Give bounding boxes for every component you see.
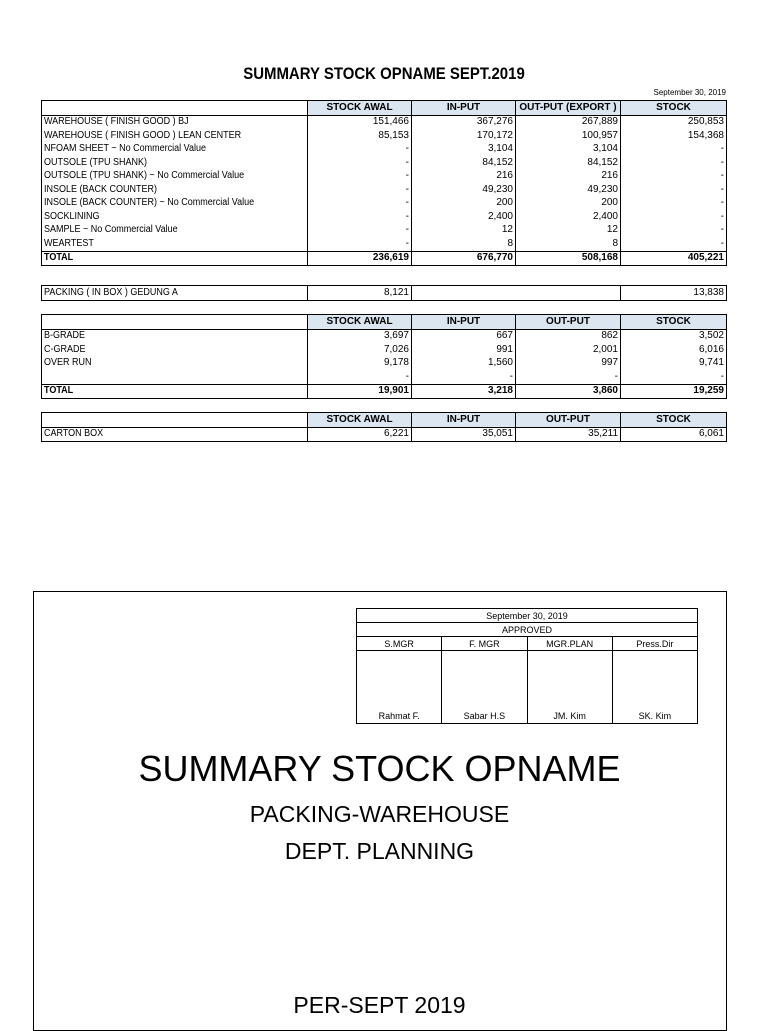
cover-subtitle-division: DEPT. PLANNING	[284, 838, 475, 864]
cell-in-put: 170,172	[412, 129, 516, 143]
cell-stock-awal: 3,697	[308, 329, 412, 343]
cell-out-put: 35,211	[516, 427, 621, 442]
cell-in-put: 3,104	[412, 143, 516, 157]
cell-item-label: CARTON BOX	[42, 427, 308, 442]
cell-stock: -	[621, 170, 727, 184]
cell-out-put: 508,168	[516, 251, 621, 266]
cell-in-put: 2,400	[412, 210, 516, 224]
approval-date: September 30, 2019	[357, 609, 698, 623]
table-row	[42, 170, 727, 184]
cell-item-label: WAREHOUSE ( FINISH GOOD ) LEAN CENTER	[42, 129, 308, 143]
signer-pressdir: SK. Kim	[612, 651, 697, 724]
packing-empty	[412, 286, 621, 301]
cell-item-label: WAREHOUSE ( FINISH GOOD ) BJ	[42, 115, 308, 129]
packing-stock: 13,838	[621, 286, 727, 301]
cell-stock-awal: -	[308, 156, 412, 170]
header-stock-awal: STOCK AWAL	[308, 315, 412, 330]
cover-period: PER-SEPT 2019	[293, 992, 466, 1018]
cell-out-put: 8	[516, 237, 621, 251]
cell-stock: 154,368	[621, 129, 727, 143]
table-row	[42, 183, 727, 197]
document-date: September 30, 2019	[653, 88, 726, 97]
header-stock: STOCK	[621, 315, 727, 330]
cell-item-label: INSOLE (BACK COUNTER)	[42, 183, 308, 197]
cell-stock: -	[621, 143, 727, 157]
cell-stock-awal: -	[308, 183, 412, 197]
header-stock-awal: STOCK AWAL	[308, 413, 412, 428]
cell-item-label: SAMPLE ~ No Commercial Value	[42, 224, 308, 238]
cell-in-put: 35,051	[412, 427, 516, 442]
total-row	[42, 384, 727, 399]
approved-label: APPROVED	[357, 623, 698, 637]
table-row	[42, 129, 727, 143]
cell-out-put: 12	[516, 224, 621, 238]
cell-in-put: 8	[412, 237, 516, 251]
cell-in-put: 367,276	[412, 115, 516, 129]
cover-subtitle-department: PACKING-WAREHOUSE	[249, 801, 510, 827]
cell-stock: -	[621, 156, 727, 170]
cell-item-label: B-GRADE	[42, 329, 308, 343]
table-row	[42, 224, 727, 238]
cell-item-label: C-GRADE	[42, 343, 308, 357]
packing-stock-awal: 8,121	[308, 286, 412, 301]
signer-fmgr: Sabar H.S	[442, 651, 527, 724]
table-row	[42, 197, 727, 211]
cell-out-put: 2,400	[516, 210, 621, 224]
header-row	[42, 315, 727, 330]
table-row	[42, 143, 727, 157]
cell-item-label: OUTSOLE (TPU SHANK) ~ No Commercial Value	[42, 170, 308, 184]
cell-in-put: 667	[412, 329, 516, 343]
cell-stock-awal: 19,901	[308, 384, 412, 399]
cell-out-put: 3,104	[516, 143, 621, 157]
cell-stock: -	[621, 197, 727, 211]
cell-in-put: 49,230	[412, 183, 516, 197]
approval-table	[356, 608, 698, 724]
table-row	[42, 427, 727, 442]
header-out-put: OUT-PUT (EXPORT )	[516, 101, 621, 116]
table-row	[42, 237, 727, 251]
role-fmgr: F. MGR	[442, 637, 527, 651]
cell-in-put: 676,770	[412, 251, 516, 266]
cell-in-put: 3,218	[412, 384, 516, 399]
cell-out-put: 216	[516, 170, 621, 184]
cell-in-put: 84,152	[412, 156, 516, 170]
cell-stock-awal: -	[308, 170, 412, 184]
cell-stock: -	[621, 210, 727, 224]
cell-out-put: 100,957	[516, 129, 621, 143]
cover-title: SUMMARY STOCK OPNAME	[138, 748, 621, 789]
cell-stock: 3,502	[621, 329, 727, 343]
table-row	[42, 370, 727, 384]
cell-stock: 405,221	[621, 251, 727, 266]
header-item-label	[42, 315, 308, 330]
header-in-put: IN-PUT	[412, 101, 516, 116]
cell-item-label: INSOLE (BACK COUNTER) ~ No Commercial Value	[42, 197, 308, 211]
table-row	[42, 156, 727, 170]
header-in-put: IN-PUT	[412, 315, 516, 330]
cell-stock-awal: -	[308, 210, 412, 224]
carton-stock-table	[41, 412, 727, 442]
document-title: SUMMARY STOCK OPNAME SEPT.2019	[243, 64, 525, 83]
cell-stock: 6,016	[621, 343, 727, 357]
cell-stock-awal: 7,026	[308, 343, 412, 357]
header-item-label	[42, 101, 308, 116]
cell-stock: 250,853	[621, 115, 727, 129]
cell-stock-awal: -	[308, 143, 412, 157]
table-row	[42, 343, 727, 357]
role-mgrplan: MGR.PLAN	[527, 637, 612, 651]
cell-stock: -	[621, 237, 727, 251]
table-row	[42, 357, 727, 371]
header-in-put: IN-PUT	[412, 413, 516, 428]
header-item-label	[42, 413, 308, 428]
cell-out-put: 862	[516, 329, 621, 343]
table-row	[42, 210, 727, 224]
packing-table	[41, 285, 727, 301]
cell-stock: -	[621, 183, 727, 197]
cell-stock: 6,061	[621, 427, 727, 442]
cell-stock-awal: -	[308, 237, 412, 251]
cell-out-put: 3,860	[516, 384, 621, 399]
cell-stock-awal: -	[308, 370, 412, 384]
header-stock-awal: STOCK AWAL	[308, 101, 412, 116]
packing-row	[42, 286, 727, 301]
header-stock: STOCK	[621, 101, 727, 116]
cell-out-put: 84,152	[516, 156, 621, 170]
cell-stock-awal: -	[308, 197, 412, 211]
main-stock-table	[41, 100, 727, 266]
signer-smgr: Rahmat F.	[357, 651, 442, 724]
role-pressdir: Press.Dir	[612, 637, 697, 651]
cell-out-put: -	[516, 370, 621, 384]
cell-stock: -	[621, 370, 727, 384]
cell-stock-awal: 85,153	[308, 129, 412, 143]
cell-in-put: 216	[412, 170, 516, 184]
cell-stock-awal: 9,178	[308, 357, 412, 371]
header-out-put: OUT-PUT	[516, 315, 621, 330]
cell-out-put: 997	[516, 357, 621, 371]
cell-stock: -	[621, 224, 727, 238]
cell-item-label	[42, 370, 308, 384]
cell-stock-awal: -	[308, 224, 412, 238]
header-row	[42, 413, 727, 428]
cell-in-put: 1,560	[412, 357, 516, 371]
signer-mgrplan: JM. Kim	[527, 651, 612, 724]
table-row	[42, 115, 727, 129]
cell-item-label: NFOAM SHEET ~ No Commercial Value	[42, 143, 308, 157]
table-row	[42, 329, 727, 343]
cell-out-put: 200	[516, 197, 621, 211]
cell-stock-awal: 236,619	[308, 251, 412, 266]
cell-item-label: SOCKLINING	[42, 210, 308, 224]
cell-in-put: 200	[412, 197, 516, 211]
role-smgr: S.MGR	[357, 637, 442, 651]
cell-out-put: 267,889	[516, 115, 621, 129]
cell-stock-awal: 6,221	[308, 427, 412, 442]
cell-in-put: 991	[412, 343, 516, 357]
cover-panel	[33, 591, 727, 1031]
cell-item-label: TOTAL	[42, 384, 308, 399]
cell-in-put: -	[412, 370, 516, 384]
cell-item-label: WEARTEST	[42, 237, 308, 251]
cell-stock: 19,259	[621, 384, 727, 399]
cell-stock: 9,741	[621, 357, 727, 371]
cell-out-put: 2,001	[516, 343, 621, 357]
packing-label: PACKING ( IN BOX ) GEDUNG A	[42, 286, 308, 301]
grade-stock-table	[41, 314, 727, 399]
cell-stock-awal: 151,466	[308, 115, 412, 129]
header-stock: STOCK	[621, 413, 727, 428]
cell-out-put: 49,230	[516, 183, 621, 197]
header-row	[42, 101, 727, 116]
total-row	[42, 251, 727, 266]
cell-in-put: 12	[412, 224, 516, 238]
cell-item-label: OUTSOLE (TPU SHANK)	[42, 156, 308, 170]
cell-item-label: OVER RUN	[42, 357, 308, 371]
cell-item-label: TOTAL	[42, 251, 308, 266]
header-out-put: OUT-PUT	[516, 413, 621, 428]
